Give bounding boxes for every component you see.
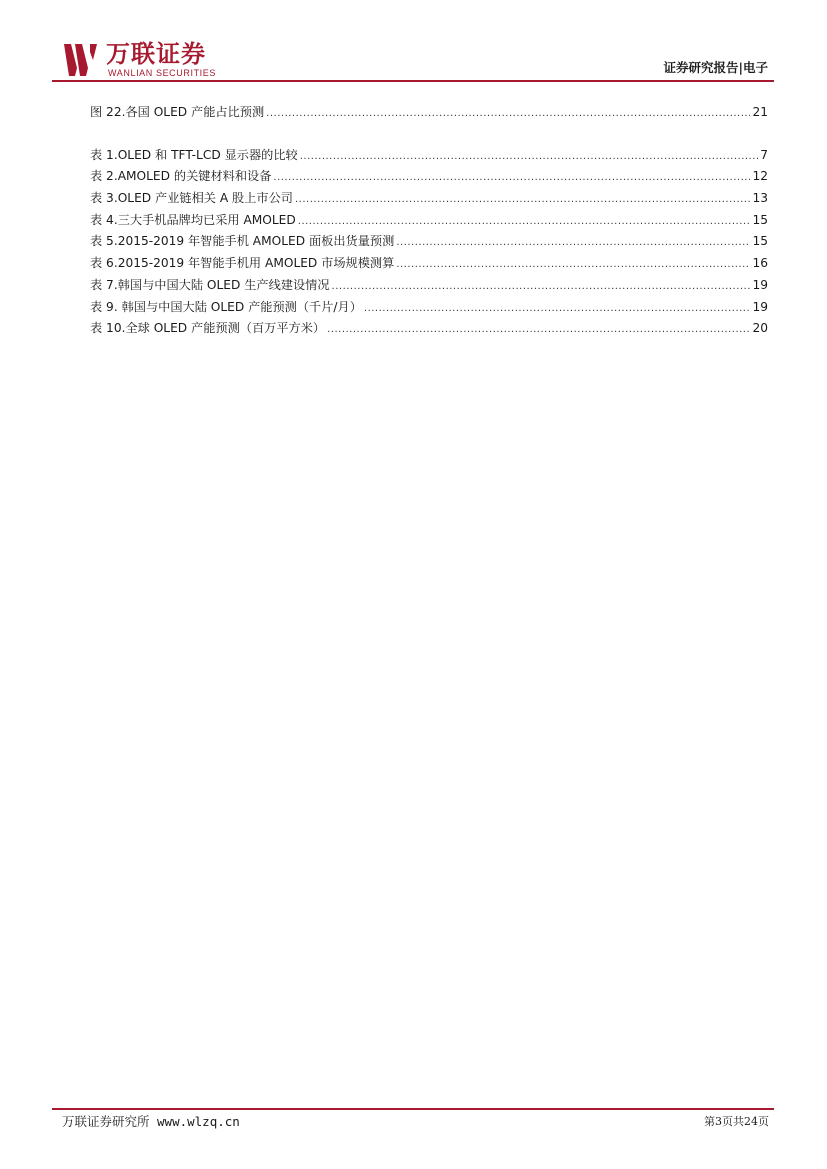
- table-of-figures: [90, 102, 768, 340]
- logo-chinese-name: 万联证券: [106, 40, 206, 68]
- toc-leader-dots: [327, 319, 750, 341]
- toc-entry-page: 13: [752, 191, 768, 206]
- toc-entry[interactable]: [90, 275, 768, 297]
- toc-entry-label: 图 22.各国 OLED 产能占比预测: [90, 105, 265, 119]
- toc-entry[interactable]: [90, 188, 768, 210]
- toc-entry-label: 表 4.三大手机品牌均已采用 AMOLED: [90, 212, 296, 227]
- toc-entry[interactable]: [90, 297, 768, 319]
- toc-entry[interactable]: [90, 253, 768, 275]
- toc-entry[interactable]: [90, 166, 768, 188]
- toc-entry-label: 表 1.OLED 和 TFT-LCD 显示器的比较: [90, 147, 298, 162]
- footer-institute: 万联证券研究所 www.wlzq.cn: [62, 1114, 240, 1129]
- toc-entry-label: 表 5.2015-2019 年智能手机 AMOLED 面板出货量预测: [90, 234, 395, 249]
- toc-leader-dots: [295, 189, 750, 211]
- footer-divider: [52, 1108, 774, 1110]
- toc-leader-dots: [396, 254, 750, 276]
- toc-entry[interactable]: [90, 231, 768, 253]
- page-header: [52, 38, 772, 83]
- toc-entry-page: 16: [752, 256, 768, 271]
- toc-entry-page: 20: [752, 321, 768, 336]
- logo-english-name: WANLIAN SECURITIES: [108, 68, 216, 78]
- toc-entry-page: 19: [752, 277, 768, 292]
- report-category: 证券研究报告|电子: [663, 60, 768, 75]
- toc-leader-dots: [364, 298, 751, 320]
- toc-entry-label: 表 6.2015-2019 年智能手机用 AMOLED 市场规模测算: [90, 256, 395, 271]
- toc-entry[interactable]: [90, 145, 768, 167]
- toc-leader-dots: [266, 103, 750, 125]
- toc-entry-label: 表 3.OLED 产业链相关 A 股上市公司: [90, 191, 293, 206]
- toc-entry-page: 19: [752, 299, 768, 314]
- toc-entry-page: 15: [752, 234, 768, 249]
- toc-leader-dots: [332, 276, 751, 298]
- toc-entry[interactable]: [90, 102, 768, 124]
- toc-entry-page: 12: [752, 169, 768, 184]
- toc-leader-dots: [300, 146, 758, 168]
- toc-leader-dots: [396, 232, 750, 254]
- wanlian-logo-icon: [64, 42, 100, 78]
- toc-entry-label: 表 2.AMOLED 的关键材料和设备: [90, 169, 272, 184]
- toc-leader-dots: [273, 167, 750, 189]
- header-divider: [52, 80, 774, 82]
- toc-entry[interactable]: [90, 318, 768, 340]
- toc-entry-page: 7: [760, 147, 768, 162]
- toc-entry[interactable]: [90, 210, 768, 232]
- footer-page-number: 第3页共24页: [704, 1115, 769, 1128]
- toc-entry-label: 表 9. 韩国与中国大陆 OLED 产能预测（千片/月）: [90, 299, 362, 314]
- toc-entry-label: 表 7.韩国与中国大陆 OLED 生产线建设情况: [90, 277, 330, 292]
- toc-entry-page: 15: [752, 212, 768, 227]
- toc-leader-dots: [298, 211, 751, 233]
- toc-entry-label: 表 10.全球 OLED 产能预测（百万平方米）: [90, 321, 326, 336]
- toc-entry-page: 21: [752, 105, 768, 119]
